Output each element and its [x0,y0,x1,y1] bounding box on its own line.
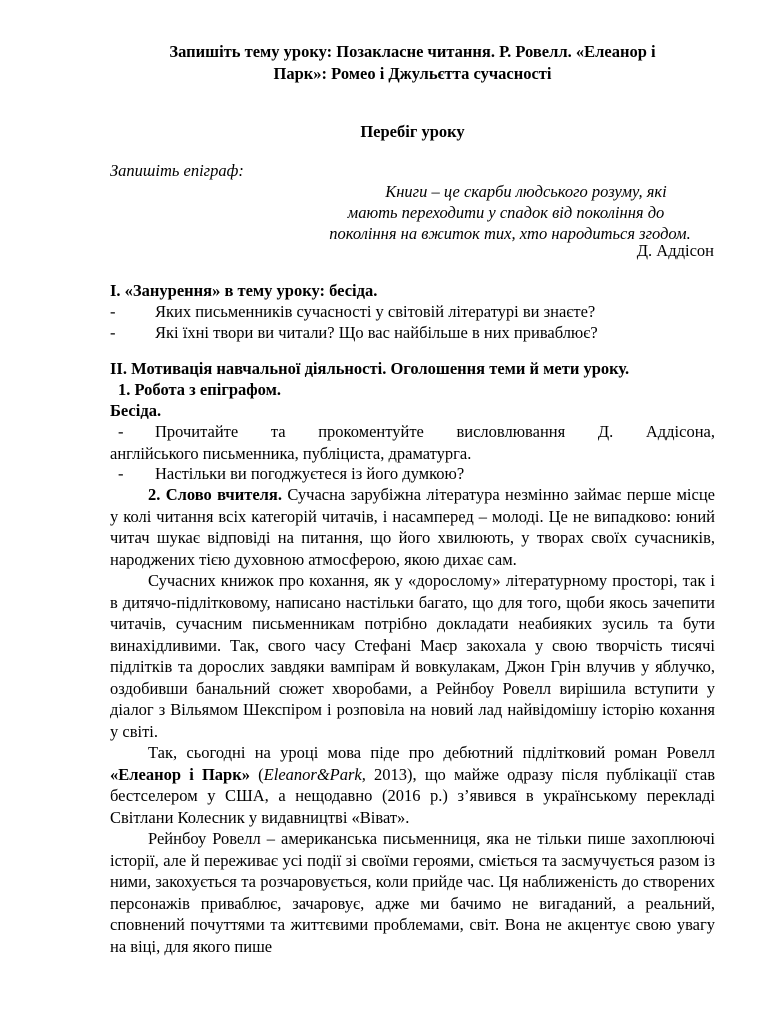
discussion-item-1 [110,421,715,464]
original-title: Eleanor&Park, [263,764,366,784]
paragraph [110,742,715,828]
lesson-topic-line-2: Парк»: Ромео і Джульєтта сучасності [273,63,552,83]
subsection-teacher-word: 2. Слово вчителя. [148,485,282,504]
teacher-word-body [110,484,715,957]
epigraph-line-2: мають переходити у спадок від покоління до [347,203,665,222]
list-dash: - [110,323,116,342]
paragraph-text: Так, сьогодні на уроці мова піде про дебютний підлітковий роман Ровелл [148,743,715,762]
list-item-text: Настільки ви погоджуєтеся із його думкою? [155,464,465,483]
section-2-heading: ІІ. Мотивація навчальної діяльності. Оголошення теми й мети уроку. [110,359,630,378]
list-dash: - [118,422,124,441]
list-item-text: Які їхні твори ви читали? Що вас найбільше в них приваблює? [155,323,598,342]
section-1-heading: І. «Занурення» в тему уроку: бесіда. [110,281,378,300]
paragraph: Сучасних книжок про кохання, як у «дорослому» літературному просторі, так і в дитячо-підлітковому, написано настільки багато, що для того, щоби якось зачепити читачів, сучасним письменникам потрібно докладати неабияких зусиль та бути винахідливими. Так, свого часу Стефані Маєр закохала у свою творчість тисячі підлітків та дорослих завдяки вампірам й вовкулакам, Джон Грін влучив у яблучко, оздобивши банальний сюжет хворобами, а Рейнбоу Ровелл вирішила вступити у діалог з Вільямом Шекспіром і розповіла на новий лад найвідомішу історію кохання у світі. [110,571,715,741]
talk-label: Бесіда. [110,401,162,420]
list-dash: - [110,302,116,321]
paragraph: Рейнбоу Ровелл – американська письменниця, яка не тільки пише захоплюючі історії, але й переживає усі події зі своїми героями, сміється та засмучується разом із ними, закохується та розчаровується, коли прийде час. Ця наближеність до створених персонажів приваблює, зачаровує, адже ми бачимо не вигаданий, а реальний, сповнений почуттями та життєвими проблемами, світ. Вона не акцентує свою увагу на віці, для якого пише [110,829,715,956]
discussion-item-1-text: Прочитайте та прокоментуйте висловлювання Д. Аддісона, [155,422,715,441]
paragraph-text: Сучасна зарубіжна література незмінно займає перше місце у колі читання всіх категорій читачів, і насамперед – молоді. Це не випадково: юний читач шукає відповіді на питання, що його хвилюють, у творах своїх сучасників, народжених тією духовною атмосферою, якою дихає сам. [110,485,715,569]
paragraph-text: ( [249,764,264,784]
lesson-topic-heading [110,41,715,84]
epigraph-line-1: Книги – це скарби людського розуму, які [385,182,667,201]
discussion-item-1-continuation: англійського письменника, публіциста, драматурга. [110,443,472,463]
list-item-text: Яких письменників сучасності у світовій літературі ви знаєте? [155,302,596,321]
epigraph-line-3: покоління на вжиток тих, хто народиться згодом. [329,224,691,243]
list-dash: - [118,464,124,483]
novel-title: «Елеанор і Парк» [110,764,250,784]
discussion-item-1-first-line [110,421,715,443]
paragraph-text: 2013), що майже одразу після публікації став бестселером у США, а нещодавно (2016 р.) з’явився в українському перекладі Світлани Колесник у видавництві «Віват». [110,764,715,827]
subsection-epigraph-work: 1. Робота з епіграфом. [118,380,281,399]
epigraph-label: Запишіть епіграф: [110,161,244,180]
epigraph-author: Д. Аддісон [636,241,714,260]
paragraph [110,484,715,570]
lesson-topic-line-1: Запишіть тему уроку: Позакласне читання. Р. Ровелл. «Елеанор і [169,42,656,61]
lesson-progress-heading: Перебіг уроку [360,122,465,141]
